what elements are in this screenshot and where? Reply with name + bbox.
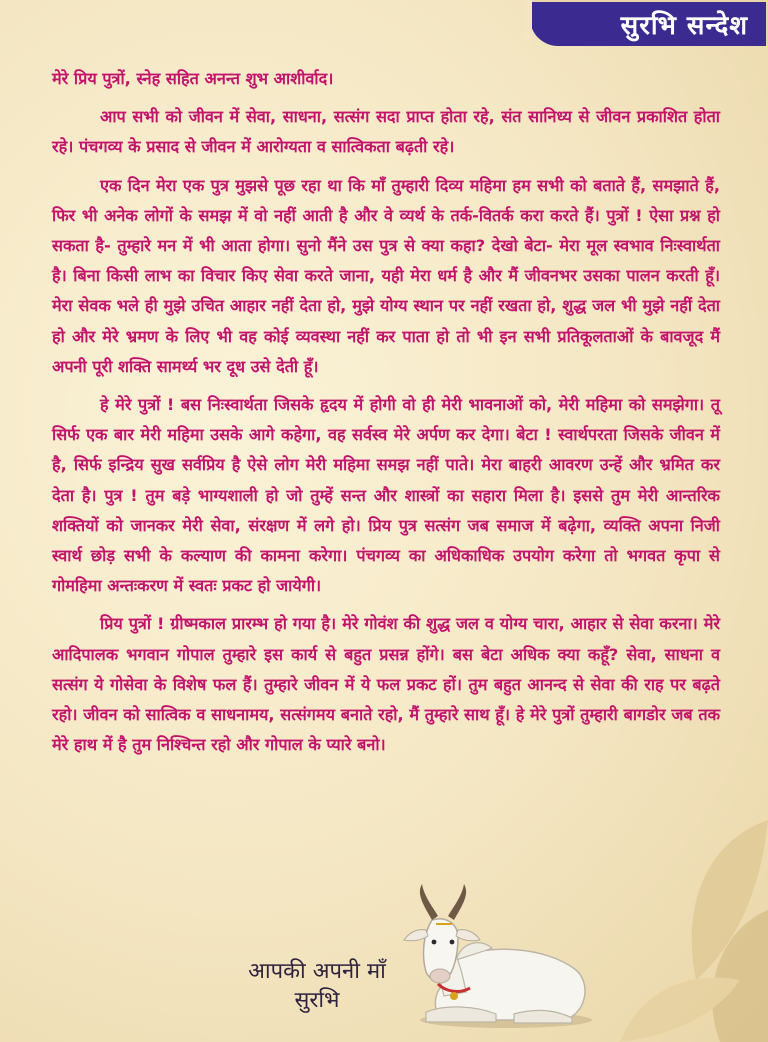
leaf-decoration-icon xyxy=(600,780,768,1042)
letter-greeting: मेरे प्रिय पुत्रों, स्नेह सहित अनन्त शुभ आशीर्वाद। xyxy=(52,69,334,88)
signature-line-2: सुरभि xyxy=(294,988,340,1013)
letter-paragraph: हे मेरे पुत्रों ! बस निःस्वार्थता जिसके हृदय में होगी वो ही मेरी भावनाओं को, मेरी महिमा को समझेगा। तू सिर्फ एक बार मेरी महिमा उसके आगे कहेगा, वह सर्वस्व मेरे अर्पण कर देगा। बेटा ! स्वार्थपरता जिसके जीवन में है, सिर्फ इन्द्रिय सुख सर्वप्रिय है ऐसे लोग मेरी महिमा समझ नहीं पाते। मेरा बाहरी आवरण उन्हें और भ्रमित कर देता है। पुत्र ! तुम बड़े भाग्यशाली हो जो तुम्हें सन्त और शास्त्रों का सहारा मिला है। इससे तुम मेरी आन्तरिक शक्तियों को जानकर मेरी सेवा, संरक्षण में लगे हो। प्रिय पुत्र सत्संग जब समाज में बढ़ेगा, व्यक्ति अपना निजी स्वार्थ छोड़ सभी के कल्याण की कामना करेगा। पंचगव्य का अधिकाधिक उपयोग करेगा तो भगवत कृपा से गोमहिमा अन्तःकरण में स्वतः प्रकट हो जायेगी। xyxy=(52,395,720,596)
header-badge xyxy=(530,0,768,46)
cow-illustration-icon xyxy=(396,880,592,1030)
letter-paragraph: प्रिय पुत्रों ! ग्रीष्मकाल प्रारम्भ हो गया है। मेरे गोवंश की शुद्ध जल व योग्य चारा, आहार से सेवा करना। मेरे आदिपालक भगवान गोपाल तुम्हारे इस कार्य से बहुत प्रसन्न होंगे। बस बेटा अधिक क्या कहूँ? सेवा, साधना व सत्संग ये गोसेवा के विशेष फल हैं। तुम्हारे जीवन में ये फल प्रकट हों। तुम बहुत आनन्द से सेवा की राह पर बढ़ते रहो। जीवन को सात्विक व साधनामय, सत्संगमय बनाते रहो, मैं तुम्हारे साथ हूँ। हे मेरे पुत्रों तुम्हारी बागडोर जब तक मेरे हाथ में है तुम निश्चिन्त रहो और गोपाल के प्यारे बनो। xyxy=(52,614,720,755)
signature xyxy=(232,957,402,1015)
signature-line-1: आपकी अपनी माँ xyxy=(248,959,386,984)
letter-body xyxy=(52,64,720,760)
header-title: सुरभि सन्देश xyxy=(620,11,748,41)
letter-paragraph: एक दिन मेरा एक पुत्र मुझसे पूछ रहा था कि माँ तुम्हारी दिव्य महिमा हम सभी को बताते हैं, समझाते हैं, फिर भी अनेक लोगों के समझ में वो नहीं आती है और वे व्यर्थ के तर्क-वितर्क करा करते हैं। पुत्रों ! ऐसा प्रश्न हो सकता है- तुम्हारे मन में भी आता होगा। सुनो मैंने उस पुत्र से क्या कहा? देखो बेटा- मेरा मूल स्वभाव निःस्वार्थता है। बिना किसी लाभ का विचार किए सेवा करते जाना, यही मेरा धर्म है और मैं जीवनभर उसका पालन करती हूँ। मेरा सेवक भले ही मुझे उचित आहार नहीं देता हो, मुझे योग्य स्थान पर नहीं रखता हो, शुद्ध जल भी मुझे नहीं देता हो और मेरे भ्रमण के लिए भी वह कोई व्यवस्था नहीं कर पाता हो तो भी इन सभी प्रतिकूलताओं के बावजूद मैं अपनी पूरी शक्ति सामर्थ्य भर दूध उसे देती हूँ। xyxy=(52,175,721,376)
letter-paragraph: आप सभी को जीवन में सेवा, साधना, सत्संग सदा प्राप्त होता रहे, संत सानिध्य से जीवन प्रकाशित होता रहे। पंचगव्य के प्रसाद से जीवन में आरोग्यता व सात्विकता बढ़ती रहे। xyxy=(52,107,720,157)
